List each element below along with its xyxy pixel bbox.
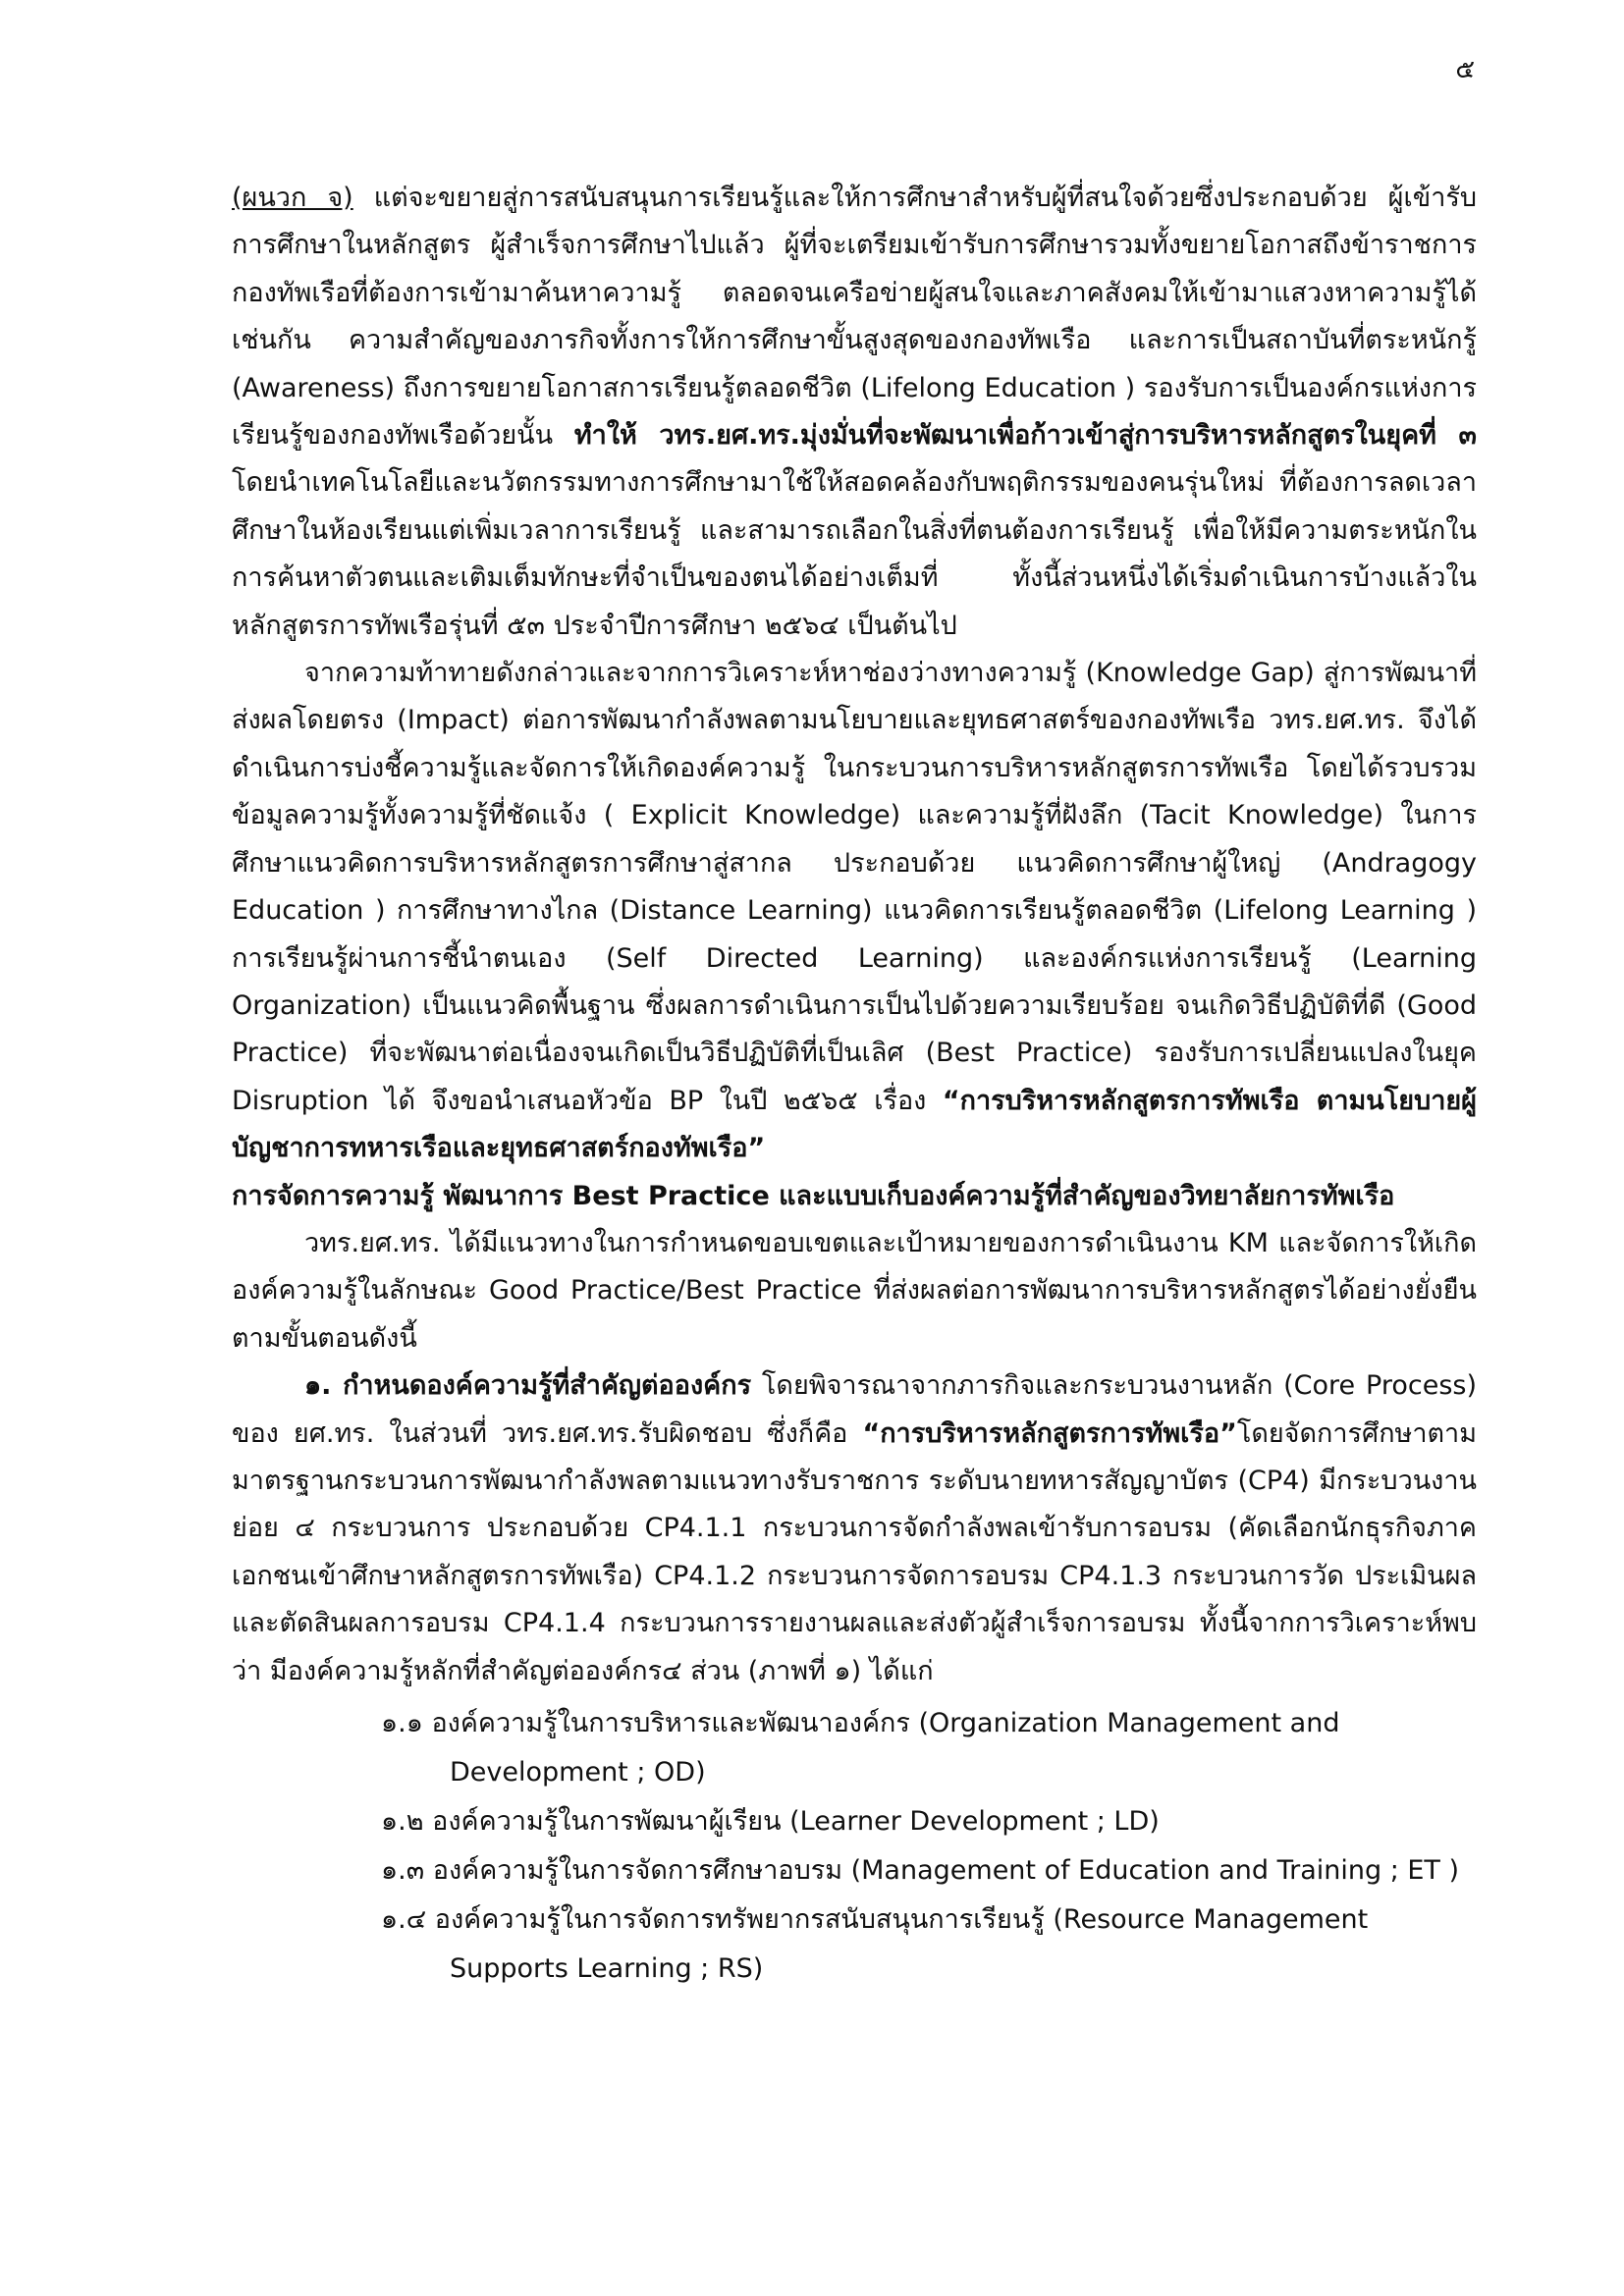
paragraph-4-text-b: โดยพิจารณาจากภารกิจและกระบวนงานหลัก (Core Process) ของ ยศ.ทร. ในส่วนที่ วทร.ยศ.ทร.รับผิดชอบ ซึ่งก็คือ: [232, 1370, 1477, 1449]
paragraph-1-text-c: โดยนำเทคโนโลยีและนวัตกรรมทางการศึกษามาใช้ให้สอดคล้องกับพฤติกรรมของคนรุ่นใหม่ ที่ต้องการลดเวลาศึกษาในห้องเรียนแต่เพิ่มเวลาการเรียนรู้ และสามารถเลือกในสิ่งที่ตนต้องการเรียนรู้ เพื่อให้มีความตระหนักในการค้นหาตัวตนและเติมเต็มทักษะที่จำเป็นของตนได้อย่างเต็มที่ ทั้งนี้ส่วนหนึ่งได้เริ่มดำเนินการบ้างแล้วในหลักสูตรการทัพเรือรุ่นที่ ๕๓ ประจำปีการศึกษา ๒๕๖๔ เป็นต้นไป: [232, 467, 1477, 641]
core-process-name: “การบริหารหลักสูตรการทัพเรือ”: [862, 1417, 1237, 1449]
paragraph-4: [232, 1362, 1477, 1695]
paragraph-1-text-a: แต่จะขยายสู่การสนับสนุนการเรียนรู้และให้การศึกษาสำหรับผู้ที่สนใจด้วยซึ่งประกอบด้วย ผู้เข้ารับการศึกษาในหลักสูตร ผู้สำเร็จการศึกษาไปแล้ว ผู้ที่จะเตรียมเข้ารับการศึกษารวมทั้งขยายโอกาสถึงข้าราชการกองทัพเรือที่ต้องการเข้ามาค้นหาความรู้ ตลอดจนเครือข่ายผู้สนใจและภาคสังคมให้เข้ามาแสวงหาความรู้ได้เช่นกัน ความสำคัญของภารกิจทั้งการให้การศึกษาขั้นสูงสุดของกองทัพเรือ และการเป็นสถาบันที่ตระหนักรู้ (Awareness) ถึงการขยายโอกาสการเรียนรู้ตลอดชีวิต (Lifelong Education ) รองรับการเป็นองค์กรแห่งการเรียนรู้ของกองทัพเรือด้วยนั้น: [232, 183, 1477, 452]
appendix-reference: (ผนวก จ): [232, 183, 353, 213]
page-number: ๕: [1455, 55, 1475, 84]
document-body: [232, 175, 1477, 1994]
list-item: ๑.๔ องค์ความรู้ในการจัดการทรัพยากรสนับสนุนการเรียนรู้ (Resource Management Supports Learning ; RS): [381, 1904, 1369, 1984]
paragraph-1-bold: ทำให้ วทร.ยศ.ทร.มุ่งมั่นที่จะพัฒนาเพื่อก้าวเข้าสู่การบริหารหลักสูตรในยุคที่ ๓: [573, 420, 1477, 452]
paragraph-2: [232, 650, 1477, 1172]
knowledge-list: [232, 1699, 1477, 1994]
bp-title: “การบริหารหลักสูตรการทัพเรือ ตามนโยบายผู้บัญชาการทหารเรือและยุทธศาสตร์กองทัพเรือ”: [232, 1085, 1478, 1164]
paragraph-2-text-a: จากความท้าทายดังกล่าวและจากการวิเคราะห์หาช่องว่างทางความรู้ (Knowledge Gap) สู่การพัฒนาที่ส่งผลโดยตรง (Impact) ต่อการพัฒนากำลังพลตามนโยบายและยุทธศาสตร์ของกองทัพเรือ วทร.ยศ.ทร. จึงได้ดำเนินการบ่งชี้ความรู้และจัดการให้เกิดองค์ความรู้ ในกระบวนการบริหารหลักสูตรการทัพเรือ โดยได้รวบรวมข้อมูลความรู้ทั้งความรู้ที่ชัดแจ้ง ( Explicit Knowledge) และความรู้ที่ฝังลึก (Tacit Knowledge) ในการศึกษาแนวคิดการบริหารหลักสูตรการศึกษาสู่สากล ประกอบด้วย แนวคิดการศึกษาผู้ใหญ่ (Andragogy Education ) การศึกษาทางไกล (Distance Learning) แนวคิดการเรียนรู้ตลอดชีวิต (Lifelong Learning ) การเรียนรู้ผ่านการชี้นำตนเอง (Self Directed Learning) และองค์กรแห่งการเรียนรู้ (Learning Organization) เป็นแนวคิดพื้นฐาน ซึ่งผลการดำเนินการเป็นไปด้วยความเรียบร้อย จนเกิดวิธีปฏิบัติที่ดี (Good Practice) ที่จะพัฒนาต่อเนื่องจนเกิดเป็นวิธีปฏิบัติที่เป็นเลิศ (Best Practice) รองรับการเปลี่ยนแปลงในยุค Disruption ได้ จึงขอนำเสนอหัวข้อ BP ในปี ๒๕๖๕ เรื่อง: [232, 658, 1477, 1116]
list-item: ๑.๓ องค์ความรู้ในการจัดการศึกษาอบรม (Management of Education and Training ; ET ): [381, 1855, 1460, 1886]
list-item: ๑.๒ องค์ความรู้ในการพัฒนาผู้เรียน (Learner Development ; LD): [381, 1806, 1160, 1837]
paragraph-4-text-d: โดยจัดการศึกษาตามมาตรฐานกระบวนการพัฒนากำลังพลตามแนวทางรับราชการ ระดับนายทหารสัญญาบัตร (CP4) มีกระบวนงานย่อย ๔ กระบวนการ ประกอบด้วย CP4.1.1 กระบวนการจัดกำลังพลเข้ารับการอบรม (คัดเลือกนักธุรกิจภาคเอกชนเข้าศึกษาหลักสูตรการทัพเรือ) CP4.1.2 กระบวนการจัดการอบรม CP4.1.3 กระบวนการวัด ประเมินผล และตัดสินผลการอบรม CP4.1.4 กระบวนการรายงานผลและส่งตัวผู้สำเร็จการอบรม ทั้งนี้จากการวิเคราะห์พบว่า มีองค์ความรู้หลักที่สำคัญต่อองค์กร๔ ส่วน (ภาพที่ ๑) ได้แก่: [232, 1417, 1477, 1686]
paragraph-3: วทร.ยศ.ทร. ได้มีแนวทางในการกำหนดขอบเขตและเป้าหมายของการดำเนินงาน KM และจัดการให้เกิดองค์ความรู้ในลักษณะ Good Practice/Best Practice ที่ส่งผลต่อการพัฒนาการบริหารหลักสูตรได้อย่างยั่งยืน ตามขั้นตอนดังนี้: [232, 1227, 1477, 1354]
step-1-heading: ๑. กำหนดองค์ความรู้ที่สำคัญต่อองค์กร: [304, 1370, 752, 1402]
paragraph-1: [232, 175, 1477, 650]
bp-subtitle: การจัดการความรู้ พัฒนาการ Best Practice และแบบเก็บองค์ความรู้ที่สำคัญของวิทยาลัยการทัพเรือ: [232, 1180, 1395, 1211]
list-item: ๑.๑ องค์ความรู้ในการบริหารและพัฒนาองค์กร (Organization Management and Development ; OD): [381, 1708, 1340, 1788]
